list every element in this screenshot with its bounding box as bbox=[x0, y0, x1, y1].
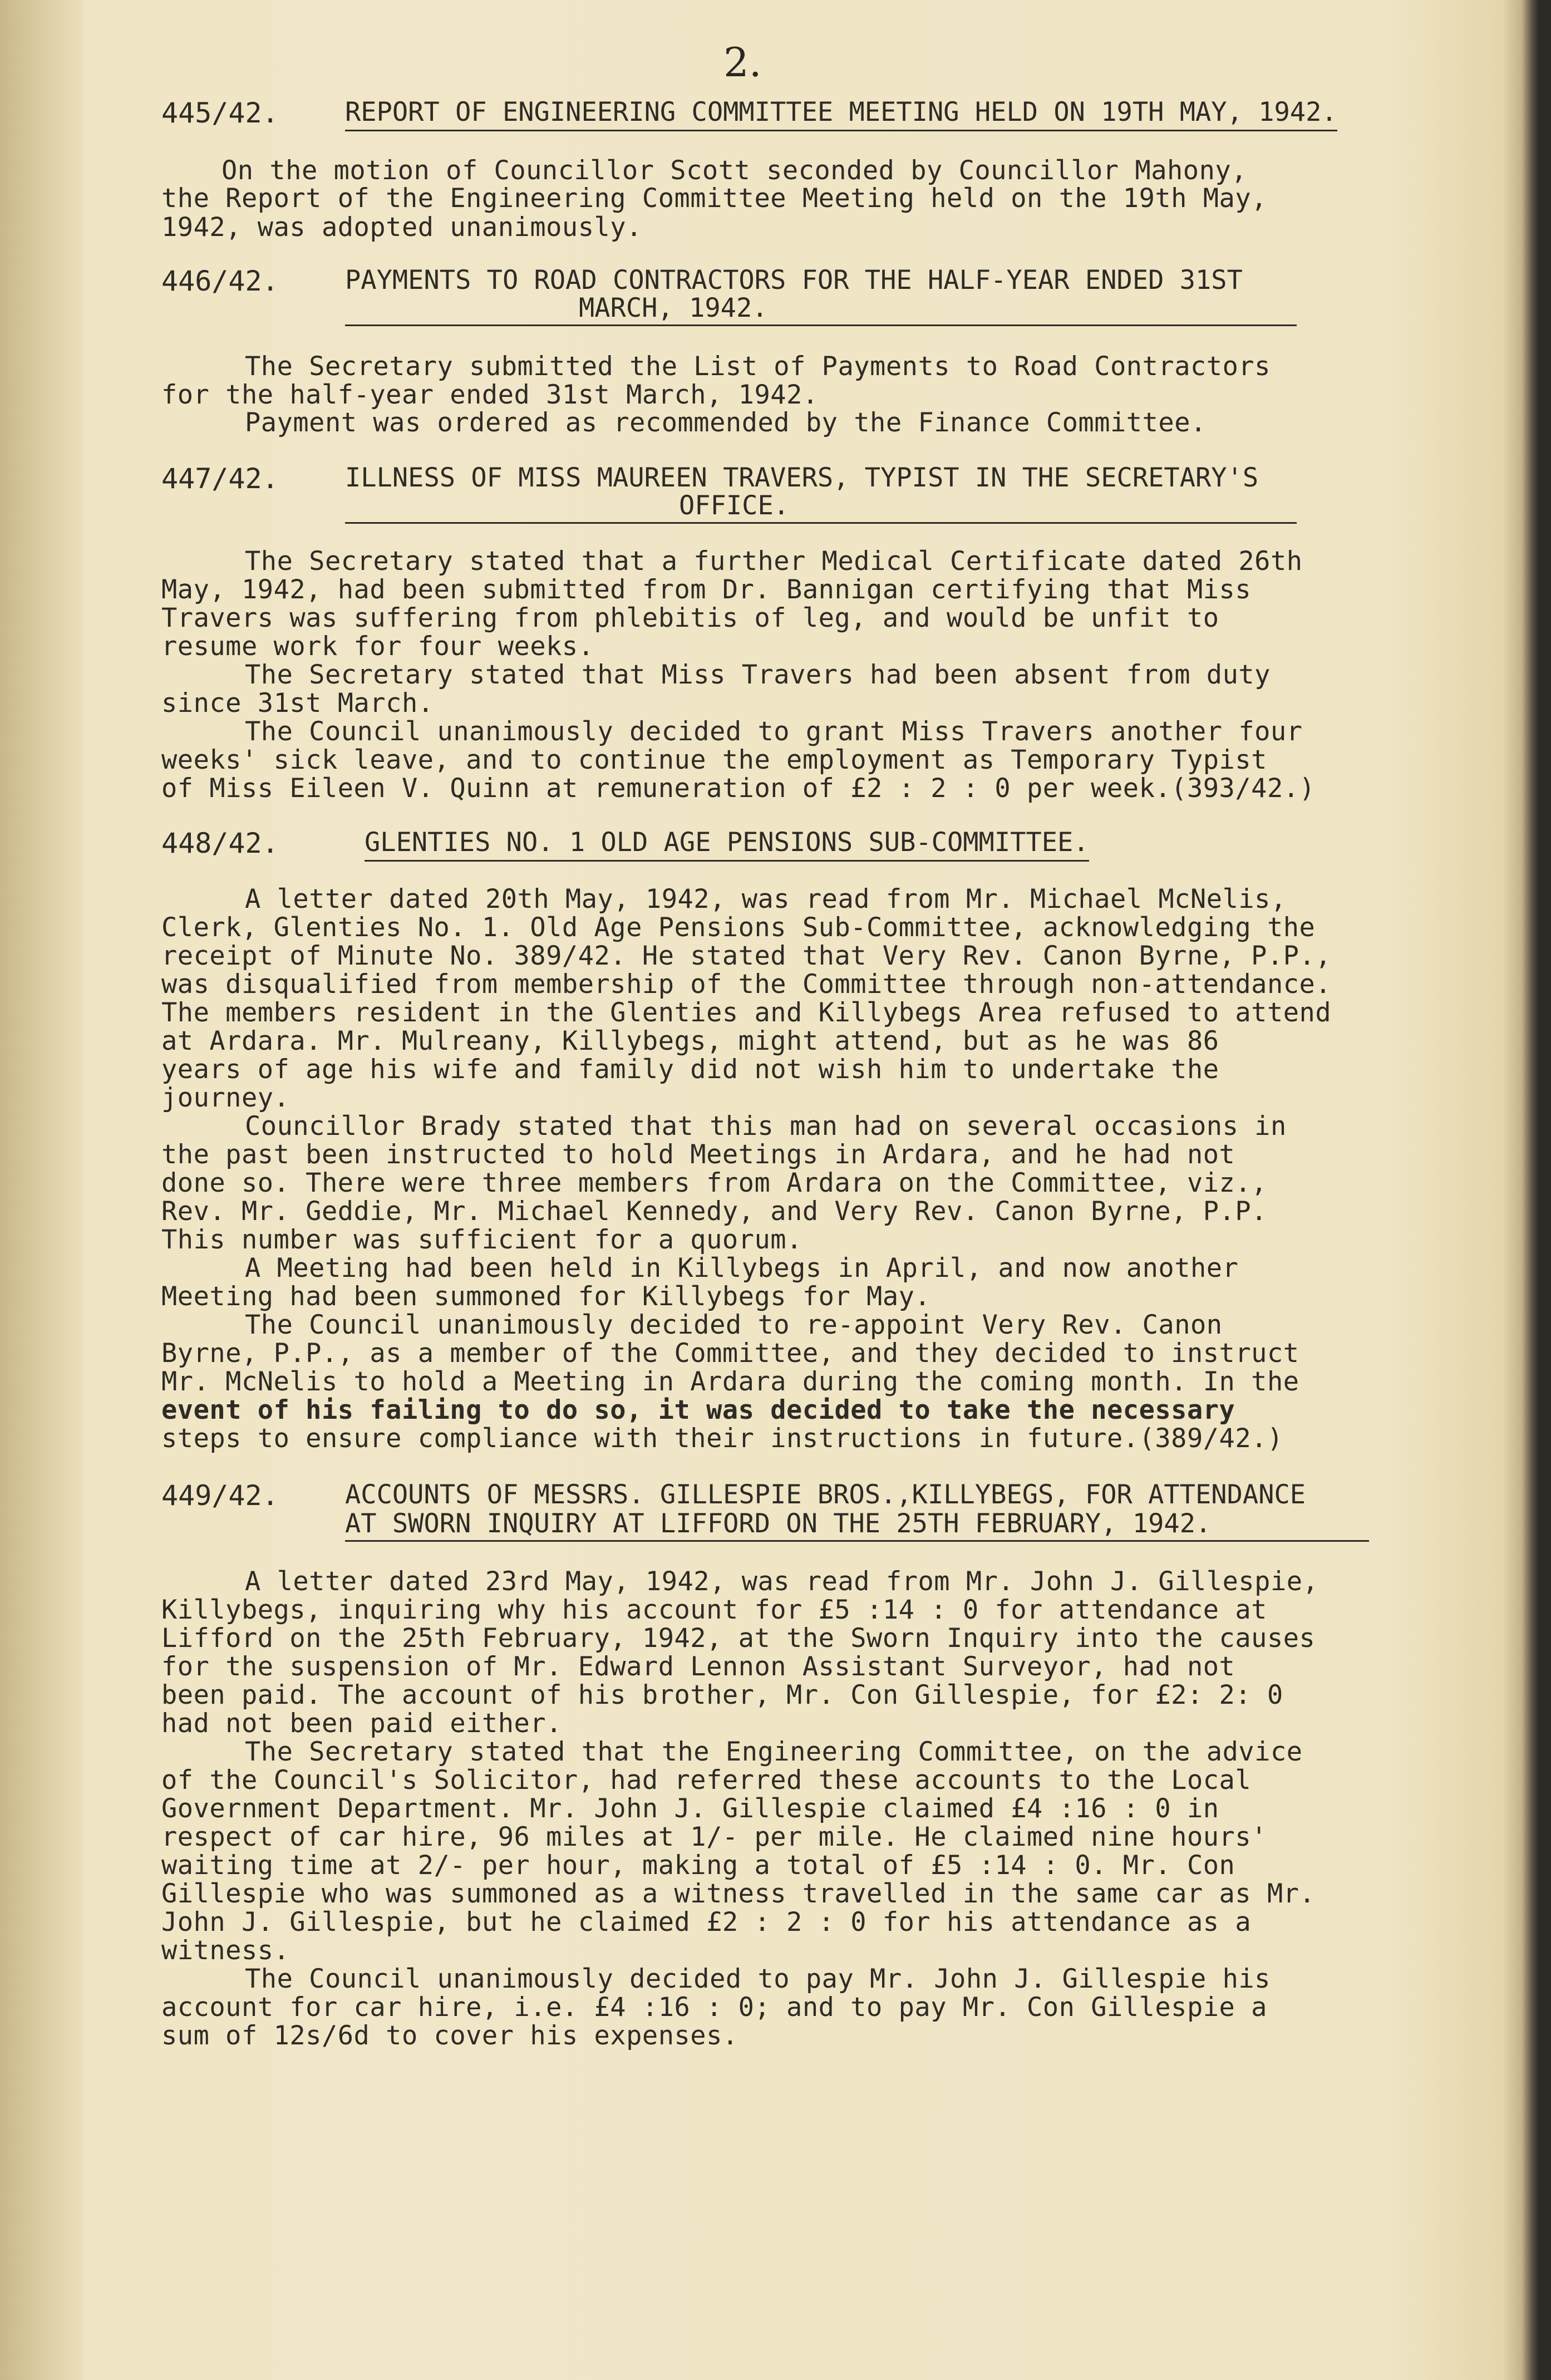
minute-text-line: John J. Gillespie, but he claimed £2 : 2 : 0 for his attendance as a bbox=[161, 1907, 1252, 1938]
minute-text-line: Lifford on the 25th February, 1942, at the Sworn Inquiry into the causes bbox=[161, 1623, 1316, 1654]
minute-text-line: the past been instructed to hold Meetings in Ardara, and he had not bbox=[161, 1139, 1235, 1170]
minute-text-line: the Report of the Engineering Committee Meeting held on the 19th May, bbox=[161, 183, 1267, 214]
minute-text-line: waiting time at 2/- per hour, making a total of £5 :14 : 0. Mr. Con bbox=[161, 1850, 1235, 1881]
minute-text-line: Travers was suffering from phlebitis of leg, and would be unfit to bbox=[161, 603, 1219, 633]
minute-heading: PAYMENTS TO ROAD CONTRACTORS FOR THE HALF-YEAR ENDED 31ST bbox=[345, 265, 1243, 296]
minute-text-line: done so. There were three members from Ardara on the Committee, viz., bbox=[161, 1168, 1267, 1198]
minute-heading: AT SWORN INQUIRY AT LIFFORD ON THE 25TH FEBRUARY, 1942. bbox=[345, 1511, 1369, 1542]
minute-text-line: steps to ensure compliance with their instructions in future.(389/42.) bbox=[161, 1423, 1283, 1454]
minute-text-line: Killybegs, inquiring why his account for £5 :14 : 0 for attendance at bbox=[161, 1595, 1267, 1625]
minute-text-line: years of age his wife and family did not wish him to undertake the bbox=[161, 1054, 1219, 1085]
minute-number: 446/42. bbox=[161, 265, 279, 297]
minute-text-line: been paid. The account of his brother, Mr. Con Gillespie, for £2: 2: 0 bbox=[161, 1680, 1283, 1710]
minute-text-line: Mr. McNelis to hold a Meeting in Ardara during the coming month. In the bbox=[161, 1366, 1299, 1397]
minute-text-line: Byrne, P.P., as a member of the Committee, and they decided to instruct bbox=[161, 1338, 1299, 1369]
minute-text-line: had not been paid either. bbox=[161, 1708, 562, 1739]
minute-text-line: The Secretary stated that the Engineering Committee, on the advice bbox=[245, 1737, 1303, 1767]
minute-text-line: On the motion of Councillor Scott seconded by Councillor Mahony, bbox=[221, 155, 1247, 186]
minute-text-line: The Council unanimously decided to re-appoint Very Rev. Canon bbox=[245, 1310, 1223, 1340]
minute-heading: OFFICE. bbox=[345, 493, 1297, 524]
minute-text-line: Rev. Mr. Geddie, Mr. Michael Kennedy, and Very Rev. Canon Byrne, P.P. bbox=[161, 1196, 1267, 1227]
minute-text-line: A letter dated 20th May, 1942, was read from Mr. Michael McNelis, bbox=[245, 884, 1287, 914]
minute-text-line: at Ardara. Mr. Mulreany, Killybegs, might attend, but as he was 86 bbox=[161, 1026, 1219, 1056]
minute-text-line: The Secretary submitted the List of Payments to Road Contractors bbox=[245, 351, 1271, 382]
minute-text-line: resume work for four weeks. bbox=[161, 631, 594, 662]
minute-text-line: Clerk, Glenties No. 1. Old Age Pensions Sub-Committee, acknowledging the bbox=[161, 912, 1316, 943]
minute-text-line: Meeting had been summoned for Killybegs for May. bbox=[161, 1281, 931, 1312]
minute-text-line: Government Department. Mr. John J. Gillespie claimed £4 :16 : 0 in bbox=[161, 1793, 1219, 1824]
minute-text-line: witness. bbox=[161, 1935, 290, 1966]
minute-heading: ACCOUNTS OF MESSRS. GILLESPIE BROS.,KILLYBEGS, FOR ATTENDANCE bbox=[345, 1479, 1306, 1510]
minute-heading: MARCH, 1942. bbox=[345, 295, 1297, 326]
minute-text-line: Councillor Brady stated that this man had on several occasions in bbox=[245, 1111, 1287, 1142]
minute-text-line: for the suspension of Mr. Edward Lennon Assistant Surveyor, had not bbox=[161, 1651, 1235, 1682]
minute-text-line: The Council unanimously decided to grant Miss Travers another four bbox=[245, 716, 1303, 747]
minute-text-line: journey. bbox=[161, 1083, 290, 1113]
minute-text-line: for the half-year ended 31st March, 1942. bbox=[161, 380, 819, 410]
minute-text-line: was disqualified from membership of the Committee through non-attendance. bbox=[161, 969, 1332, 1000]
minute-text-line: The members resident in the Glenties and Killybegs Area refused to attend bbox=[161, 997, 1332, 1028]
binding-gutter bbox=[0, 0, 83, 2380]
minute-text-line: respect of car hire, 96 miles at 1/- per mile. He claimed nine hours' bbox=[161, 1822, 1267, 1852]
minute-text-line: The Secretary stated that a further Medical Certificate dated 26th bbox=[245, 546, 1303, 577]
minute-text-line: sum of 12s/6d to cover his expenses. bbox=[161, 2020, 738, 2051]
minute-heading: GLENTIES NO. 1 OLD AGE PENSIONS SUB-COMMITTEE. bbox=[365, 829, 1089, 855]
minute-number: 445/42. bbox=[161, 97, 279, 129]
minute-text-line: event of his failing to do so, it was decided to take the necessary bbox=[161, 1395, 1235, 1425]
minute-text-line: account for car hire, i.e. £4 :16 : 0; and to pay Mr. Con Gillespie a bbox=[161, 1992, 1267, 2023]
minute-text-line: of the Council's Solicitor, had referred these accounts to the Local bbox=[161, 1765, 1252, 1796]
minute-text-line: The Secretary stated that Miss Travers had been absent from duty bbox=[245, 660, 1271, 690]
minute-number: 447/42. bbox=[161, 463, 279, 495]
page-number: 2. bbox=[723, 39, 762, 86]
minute-heading: REPORT OF ENGINEERING COMMITTEE MEETING HELD ON 19TH MAY, 1942. bbox=[345, 99, 1337, 125]
minute-text-line: May, 1942, had been submitted from Dr. Bannigan certifying that Miss bbox=[161, 574, 1252, 605]
minute-text-line: since 31st March. bbox=[161, 688, 434, 719]
minute-text-line: receipt of Minute No. 389/42. He stated that Very Rev. Canon Byrne, P.P., bbox=[161, 941, 1332, 971]
minute-text-line: weeks' sick leave, and to continue the employment as Temporary Typist bbox=[161, 745, 1267, 775]
minute-text-line: A Meeting had been held in Killybegs in April, and now another bbox=[245, 1253, 1239, 1284]
minute-text-line: This number was sufficient for a quorum. bbox=[161, 1225, 802, 1255]
page-edge bbox=[1522, 0, 1551, 2380]
minute-number: 449/42. bbox=[161, 1479, 279, 1512]
minute-text-line: A letter dated 23rd May, 1942, was read from Mr. John J. Gillespie, bbox=[245, 1566, 1319, 1597]
minute-text-line: 1942, was adopted unanimously. bbox=[161, 212, 642, 243]
minute-text-line: The Council unanimously decided to pay Mr. John J. Gillespie his bbox=[245, 1964, 1271, 1994]
minute-heading: ILLNESS OF MISS MAUREEN TRAVERS, TYPIST IN THE SECRETARY'S bbox=[345, 463, 1259, 493]
minute-number: 448/42. bbox=[161, 827, 279, 859]
minute-text-line: Gillespie who was summoned as a witness travelled in the same car as Mr. bbox=[161, 1879, 1316, 1909]
minute-text-line: Payment was ordered as recommended by the Finance Committee. bbox=[245, 407, 1207, 438]
minute-text-line: of Miss Eileen V. Quinn at remuneration of £2 : 2 : 0 per week.(393/42.) bbox=[161, 773, 1316, 804]
